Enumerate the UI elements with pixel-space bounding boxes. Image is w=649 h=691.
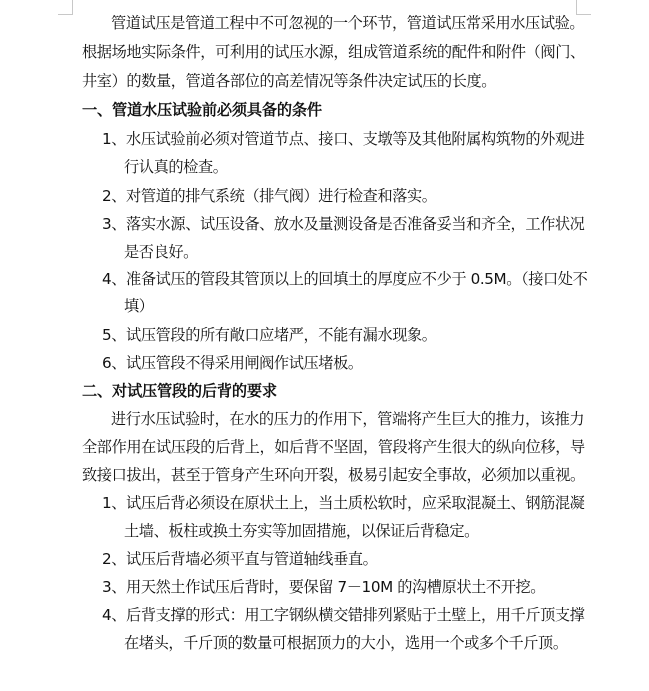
page-corner-mark-right — [576, 0, 591, 15]
list-item-1-2: 2、对管道的排气系统（排气阀）进行检查和落实。 — [102, 187, 437, 205]
list-item-1-3-line-2: 是否良好。 — [124, 243, 198, 261]
list-item-2-1-line-1: 1、试压后背必须设在原状土上，当土质松软时，应采取混凝土、钢筋混凝 — [102, 494, 585, 512]
list-item-2-1-line-2: 土墙、板柱或换土夯实等加固措施，以保证后背稳定。 — [124, 522, 479, 540]
list-item-1-6: 6、试压管段不得采用闸阀作试压堵板。 — [102, 354, 363, 372]
list-item-1-4-line-2: 填） — [124, 297, 154, 315]
list-item-1-4-line-1: 4、准备试压的管段其管顶以上的回填土的厚度应不少于 0.5M。（接口处不 — [102, 270, 588, 288]
list-item-1-5: 5、试压管段的所有敞口应堵严，不能有漏水现象。 — [102, 326, 437, 344]
intro-line-2: 根据场地实际条件，可利用的试压水源，组成管道系统的配件和附件（阀门、 — [82, 43, 585, 61]
intro-line-1: 管道试压是管道工程中不可忽视的一个环节，管道试压常采用水压试验。 — [111, 14, 585, 32]
intro-line-3: 井室）的数量，管道各部位的高差情况等条件决定试压的长度。 — [82, 72, 497, 90]
list-item-2-2: 2、试压后背墙必须平直与管道轴线垂直。 — [102, 550, 378, 568]
page-corner-mark-left — [58, 0, 73, 15]
section-2-para-line-3: 致接口拔出，甚至于管身产生环向开裂，极易引起安全事故，必须加以重视。 — [82, 466, 585, 484]
section-1-heading: 一、管道水压试验前必须具备的条件 — [82, 101, 322, 119]
section-2-para-line-1: 进行水压试验时，在水的压力的作用下，管端将产生巨大的推力，该推力 — [111, 410, 585, 428]
section-2-para-line-2: 全部作用在试压段的后背上，如后背不坚固，管段将产生很大的纵向位移，导 — [82, 438, 585, 456]
section-2-heading: 二、对试压管段的后背的要求 — [82, 382, 277, 400]
list-item-2-4-line-2: 在堵头，千斤顶的数量可根据顶力的大小，选用一个或多个千斤顶。 — [124, 634, 568, 652]
list-item-1-1-line-1: 1、水压试验前必须对管道节点、接口、支墩等及其他附属构筑物的外观进 — [102, 130, 585, 148]
list-item-2-3: 3、用天然土作试压后背时，要保留 7－10M 的沟槽原状土不开挖。 — [102, 578, 546, 596]
list-item-2-4-line-1: 4、后背支撑的形式：用工字钢纵横交错排列紧贴于土壁上，用千斤顶支撑 — [102, 606, 585, 624]
list-item-1-1-line-2: 行认真的检查。 — [124, 158, 228, 176]
list-item-1-3-line-1: 3、落实水源、试压设备、放水及量测设备是否准备妥当和齐全，工作状况 — [102, 215, 585, 233]
